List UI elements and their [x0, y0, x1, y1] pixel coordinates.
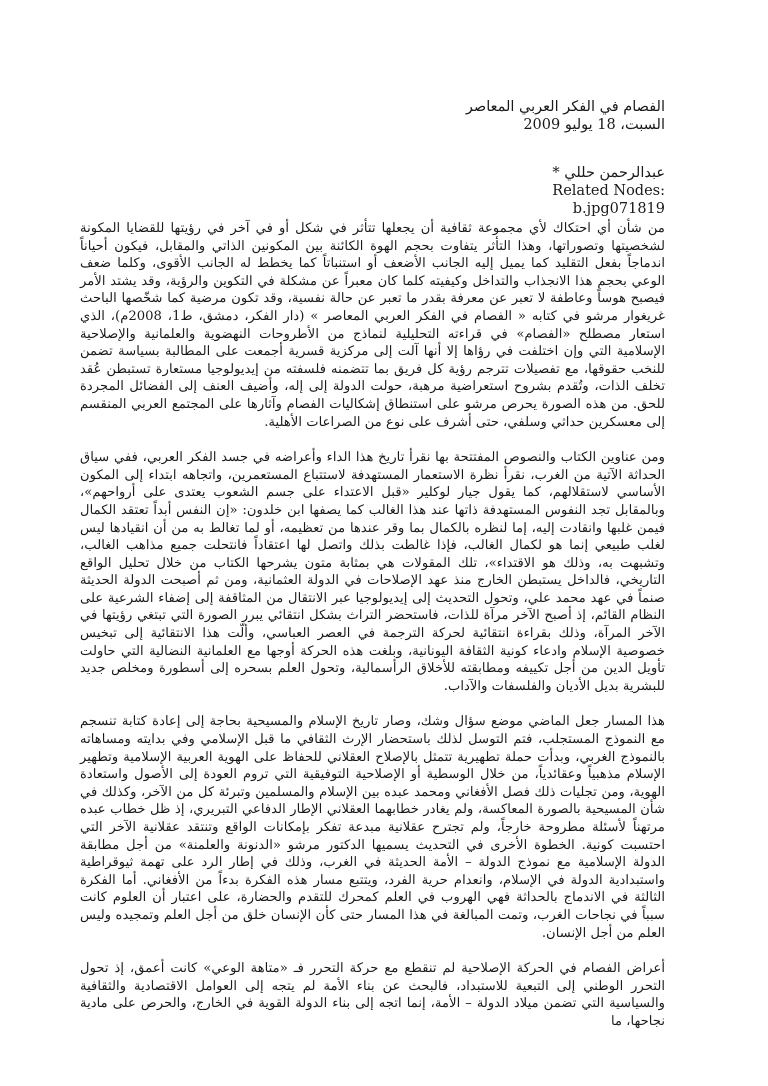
article-author: عبدالرحمن حللي *	[552, 165, 665, 181]
paragraph: ومن عناوين الكتاب والنصوص المفتتحة بها نقرأ تاريخ هذا الداء وأعراضه في جسد الفكر العربي، ففي سياق الحداثة الآتية من الغرب، نقرأ نظرة الاستعمار المستهدفة لاستتباع المستعمرين، واتجاهه ابتداء إلى المكون الأساسي لاستقلالهم، كما يقول جيار لوكلير «قبل الاعتداء على جسم الشعوب يعتدى على أرواحهم»، وبالمقابل تجد النفوس المستهدفة ذاتها عند هذا الغالب كما يصفها ابن خلدون: «إن النفس أبداً تعتقد الكمال فيمن غلبها وانقادت إليه، إما لنظره بالكمال بما وقر عندها من تعظيمه، أو لما تغالط به من أن انقيادها ليس لغلب طبيعي إنما هو لكمال الغالب، فإذا غالطت بذلك واتصل لها اعتقاداً فانتحلت جميع مذاهب الغالب، وتشبهت به، وذلك هو الاقتداء»، تلك المقولات هي بمثابة متون يشرحها الكتاب من خلال تحليل الواقع التاريخي، فالداخل يستبطن الخارج منذ عهد الإصلاحات في الدولة العثمانية، ومن ثم أصبحت الدولة الحديثة صنماً في عهد محمد علي، وتحول التحديث إلى إيديولوجيا عبر الانتقال من المثاقفة إلى إضفاء الشرعية على النظام القائم، إذ أصبح الآخر مرآة للذات، فاستحضر التراث بشكل انتقائي يبرر الصورة التي تبتغي رؤيتها في الآخر المرآة، وذلك بقراءة انتقائية لحركة الترجمة في العصر العباسي، وألّت هذا الانتقائية إلى تبخيس خصوصية الإسلام وادعاء كونية الثقافة اليونانية، وبلغت هذه الحركة أوجها مع العلمانية النضالية التي حاولت تأويل الدين من أجل تكييفه ومطابقته للأخلاق الرأسمالية، وتحول العلم بسحره إلى أسطورة ومخلص جديد للبشرية بديل الأديان والفلسفات والآداب.	[80, 450, 665, 694]
article-title: الفصام في الفكر العربي المعاصر	[465, 99, 665, 115]
paragraph: من شأن أي احتكاك لأي مجموعة ثقافية أن يجعلها تتأثر في شكل أو في آخر في رؤيتها للقضايا المكونة لشخصيتها وتصوراتها، وهذا التأثر يتفاوت بحجم الهوة الكائنة بين المكونين الذاتي والمقابل، فيكون أحياناً اندماجاً بفعل التقليد كما يميل إليه الجانب الأضعف أو استنباتاً كما يخطط له الجانب الأقوى، وكلما ضعف الوعي بحجم هذا الانجذاب والتداخل وكيفيته كلما كان معبراً عن مشكلة في التكوين والرؤية، وقد يشتد الأمر فيصبح هوساً وعاطفة لا تعبر عن معرفة بقدر ما تعبر عن حالة نفسية، وقد تكون مرضية كما شخّصها الباحث غريغوار مرشو في كتابه « الفصام في الفكر العربي المعاصر » (دار الفكر، دمشق، ط1، 2008م)، الذي استعار مصطلح «الفصام» في قراءته التحليلية لنماذج من الأطروحات النهضوية والعلمانية والإصلاحية الإسلامية التي وإن اختلفت في رؤاها إلا أنها آلت إلى مركزية قسرية أجمعت على المطالبة بسياسة تضمن للنخب حقوقها، مع تفصيلات تترجم رؤية كل فريق بما تتضمنه فلسفته من إيديولوجيا مستعارة تستبطن عُقد تخلف الذات، وتُقدم بشروح استعراضية مرهبة، حولت الدولة إلى إله، وأضيف العنف إلى الفضائل المجردة للحق. من هذه الصورة يحرص مرشو على استنطاق إشكاليات الفصام وآثارها على المجتمع العربي المنقسم إلى معسكرين حداثي وسلفي، حتى أشرف على نوع من الصراعات الأهلية.	[80, 221, 665, 430]
article-date: السبت، 18 يوليو 2009	[523, 117, 665, 133]
paragraph: هذا المسار جعل الماضي موضع سؤال وشك، وصار تاريخ الإسلام والمسيحية بحاجة إلى إعادة كتابة تنسجم مع النموذج المستجلب، فتم التوسل لذلك باستحضار الإرث الثقافي ما قبل الإسلامي وفي بدايته ومساهاته بالنموذج الغربي، وبدأت حملة تطهيرية تتمثل بالإصلاح العقلاني للحفاظ على الهوية العربية الإسلامية وتطهير الإسلام مذهبياً وعقائدياً، من خلال الوسطية أو الإصلاحية التوفيقية التي تروم العودة إلى الأصول واستعادة الهوية، ومن تجليات ذلك فصل الأفغاني ومحمد عبده بين الإسلام والمسلمين وتبرئة كل من الآخر، وكذلك في شأن المسيحية بالصورة المعاكسة، ولم يغادر خطابهما العقلاني الإطار الدفاعي التبريري، إذ ظل خطاب عبده مرتهناً لأسئلة مطروحة خارجاً، ولم تجترح عقلانية مبدعة تفكر بإمكانات الواقع وتنتقد عقلانية الآخر التي احتسبت كونية. الخطوة الأخرى في التحديث يسميها الدكتور مرشو «الدنونة والعلمنة» من أجل مطابقة الدولة الإسلامية مع نموذج الدولة – الأمة الحديثة في الغرب، وذلك في إطار الرد على تهمة ثيوقراطية واستبدادية الدولة في الإسلام، وانعدام حرية الفرد، ويتتبع مسار هذه الفكرة بدءاً من الأفغاني. أما الفكرة الثالثة في الاندماج بالحداثة فهي الهروب في العلم كمحرك للتقدم والحضارة، على اعتبار أن العلوم كانت سبباً في نجاحات الغرب، وتمت المبالغة في هذا المسار حتى كأن الإنسان خلق من أجل العلم وتمجيده وليس العلم من أجل الإنسان.	[80, 714, 665, 941]
image-filename: b.jpg071819	[572, 201, 665, 217]
document-page	[80, 86, 665, 1049]
related-nodes-label: :Related Nodes	[552, 183, 665, 199]
paragraph: أعراض الفصام في الحركة الإصلاحية لم تنقطع مع حركة التحرر فـ «متاهة الوعي» كانت أعمق، إذ تحول التحرر الوطني إلى التبعية للاستبداد، فالبحث عن بناء الأمة لم يتجه إلى العوامل الاقتصادية والثقافية والسياسية التي تضمن ميلاد الدولة – الأمة، إنما اتجه إلى بناء الدولة القوية في الخارج، والحرص على مادية نجاحها، ما	[80, 961, 665, 1029]
